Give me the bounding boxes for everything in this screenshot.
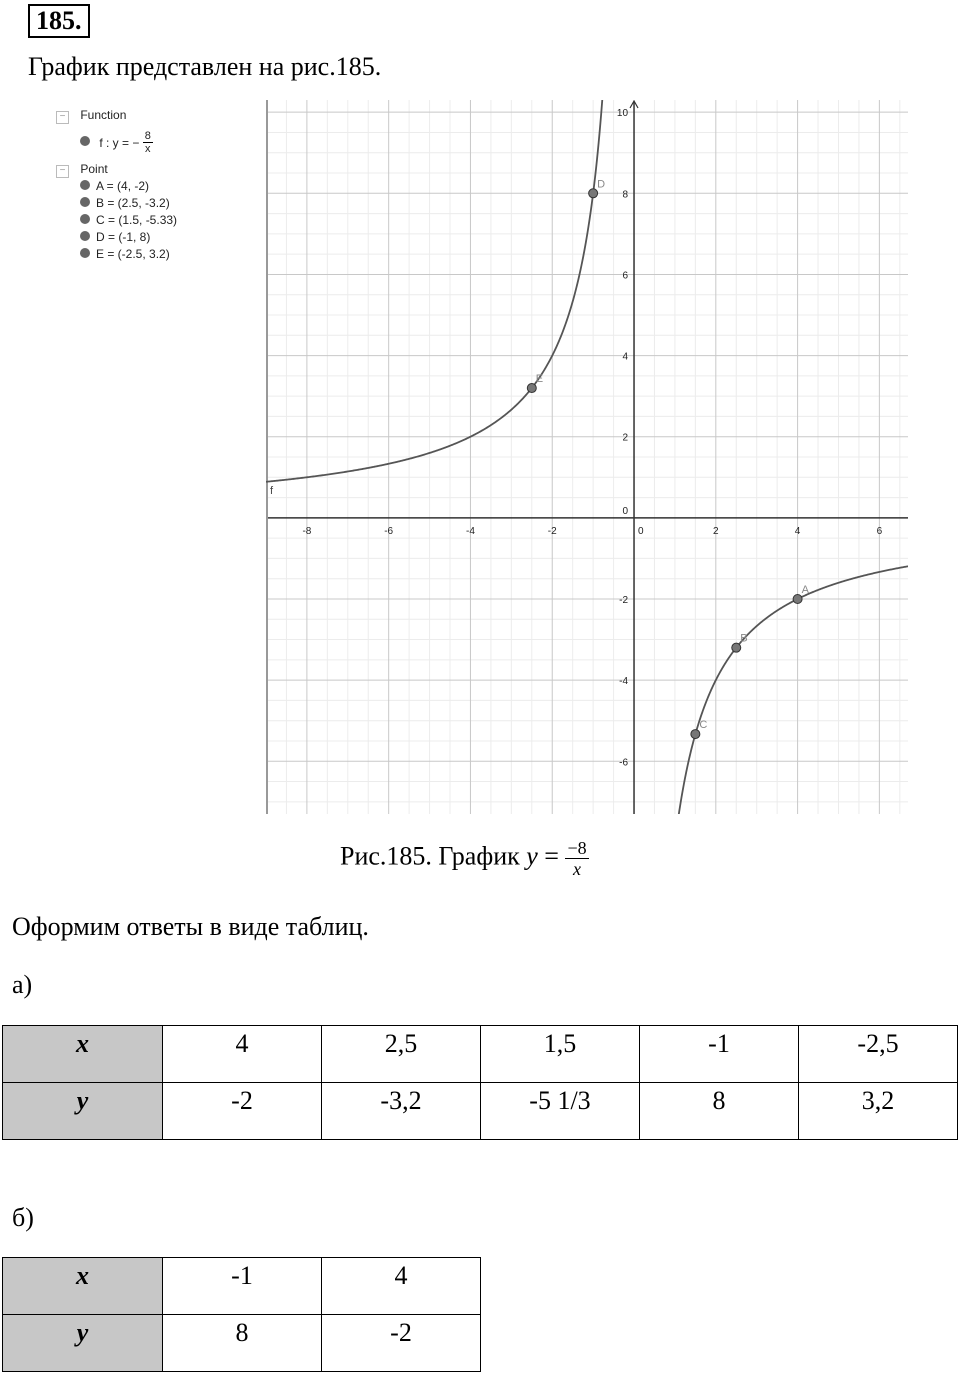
visibility-dot-icon[interactable] [80,136,90,146]
visibility-dot-icon[interactable] [80,197,90,207]
point-item[interactable] [80,179,149,193]
table-cell: 4 [163,1026,322,1083]
caption-equals: = [537,841,566,871]
header-cell-x: x [3,1258,163,1315]
table-cell: -1 [163,1258,322,1315]
function-denominator: x [145,143,151,155]
x-tick-label: 2 [713,525,719,537]
answer-intro: Оформим ответы в виде таблиц. [12,912,369,941]
y-tick-label: 0 [622,505,629,517]
caption-denominator: x [573,859,582,879]
x-tick-label: -2 [547,525,557,537]
problem-number: 185. [28,4,90,38]
y-tick-label: -4 [619,676,629,688]
table-cell: -2,5 [799,1026,958,1083]
x-tick-label: 4 [794,525,801,537]
point-label: B [740,632,748,645]
collapse-icon[interactable]: − [56,111,69,124]
y-tick-label: -6 [619,757,629,769]
table-cell: 4 [322,1258,481,1315]
x-tick-label: 6 [876,525,883,537]
table-cell: -2 [322,1315,481,1372]
point-item[interactable] [80,230,150,244]
table-cell: 2,5 [322,1026,481,1083]
visibility-dot-icon[interactable] [80,248,90,258]
table-cell: 1,5 [481,1026,640,1083]
table-cell: 8 [640,1083,799,1140]
table-cell: 8 [163,1315,322,1372]
table-b [2,1257,481,1372]
part-b-label: б) [12,1203,34,1232]
table-row [3,1258,481,1315]
point-label: E [535,373,544,386]
table-row [3,1083,958,1140]
y-tick-label: 8 [622,189,629,201]
point-label: B = (2.5, -3.2) [96,196,170,210]
table-row [3,1315,481,1372]
curve-branch-right [677,566,908,814]
curve-label: f [270,484,274,497]
collapse-icon[interactable]: − [56,165,69,178]
point-label: C [699,719,708,732]
table-cell: -1 [640,1026,799,1083]
visibility-dot-icon[interactable] [80,214,90,224]
header-cell-y: y [3,1083,163,1140]
header-cell-y: y [3,1315,163,1372]
y-tick-label: 10 [616,108,629,120]
table-cell: -2 [163,1083,322,1140]
point-item[interactable] [80,247,170,261]
point-label: C = (1.5, -5.33) [96,213,178,227]
visibility-dot-icon[interactable] [80,231,90,241]
part-a-label: а) [12,970,33,999]
function-header: Function [80,108,127,122]
table-cell: 3,2 [799,1083,958,1140]
caption-fraction [565,838,588,879]
function-definition-prefix: f : y = − [99,135,140,150]
point-label: E = (-2.5, 3.2) [96,247,170,261]
function-numerator: 8 [144,130,151,142]
point-header: Point [80,162,108,176]
figure-caption [340,838,589,879]
caption-numerator: −8 [567,838,587,858]
function-group[interactable] [56,108,126,124]
table-cell: -5 1/3 [481,1083,640,1140]
function-item[interactable] [80,130,153,155]
function-graph[interactable] [266,100,908,814]
table-row [3,1026,958,1083]
point-label: A = (4, -2) [96,179,150,193]
x-tick-label: -6 [384,525,394,537]
x-tick-label: -4 [466,525,475,537]
caption-text: Рис.185. График [340,841,527,871]
curve-branch-left [266,100,605,482]
point-label: D = (-1, 8) [96,230,151,244]
point-label: D [597,178,606,191]
point-item[interactable] [80,196,170,210]
point-item[interactable] [80,213,177,227]
x-tick-label: 0 [638,525,644,537]
intro-text: График представлен на рис.185. [28,52,382,81]
y-tick-label: 6 [622,270,629,282]
y-tick-label: 2 [622,432,629,444]
y-tick-label: -2 [619,594,629,606]
point-group[interactable] [56,162,108,178]
header-cell-x: x [3,1026,163,1083]
point-label: A [801,583,809,596]
table-cell: -3,2 [322,1083,481,1140]
table-a [2,1025,958,1140]
function-fraction [143,130,153,155]
y-tick-label: 4 [622,351,629,363]
visibility-dot-icon[interactable] [80,180,90,190]
caption-variable: y [526,841,538,871]
x-tick-label: -8 [302,525,312,537]
